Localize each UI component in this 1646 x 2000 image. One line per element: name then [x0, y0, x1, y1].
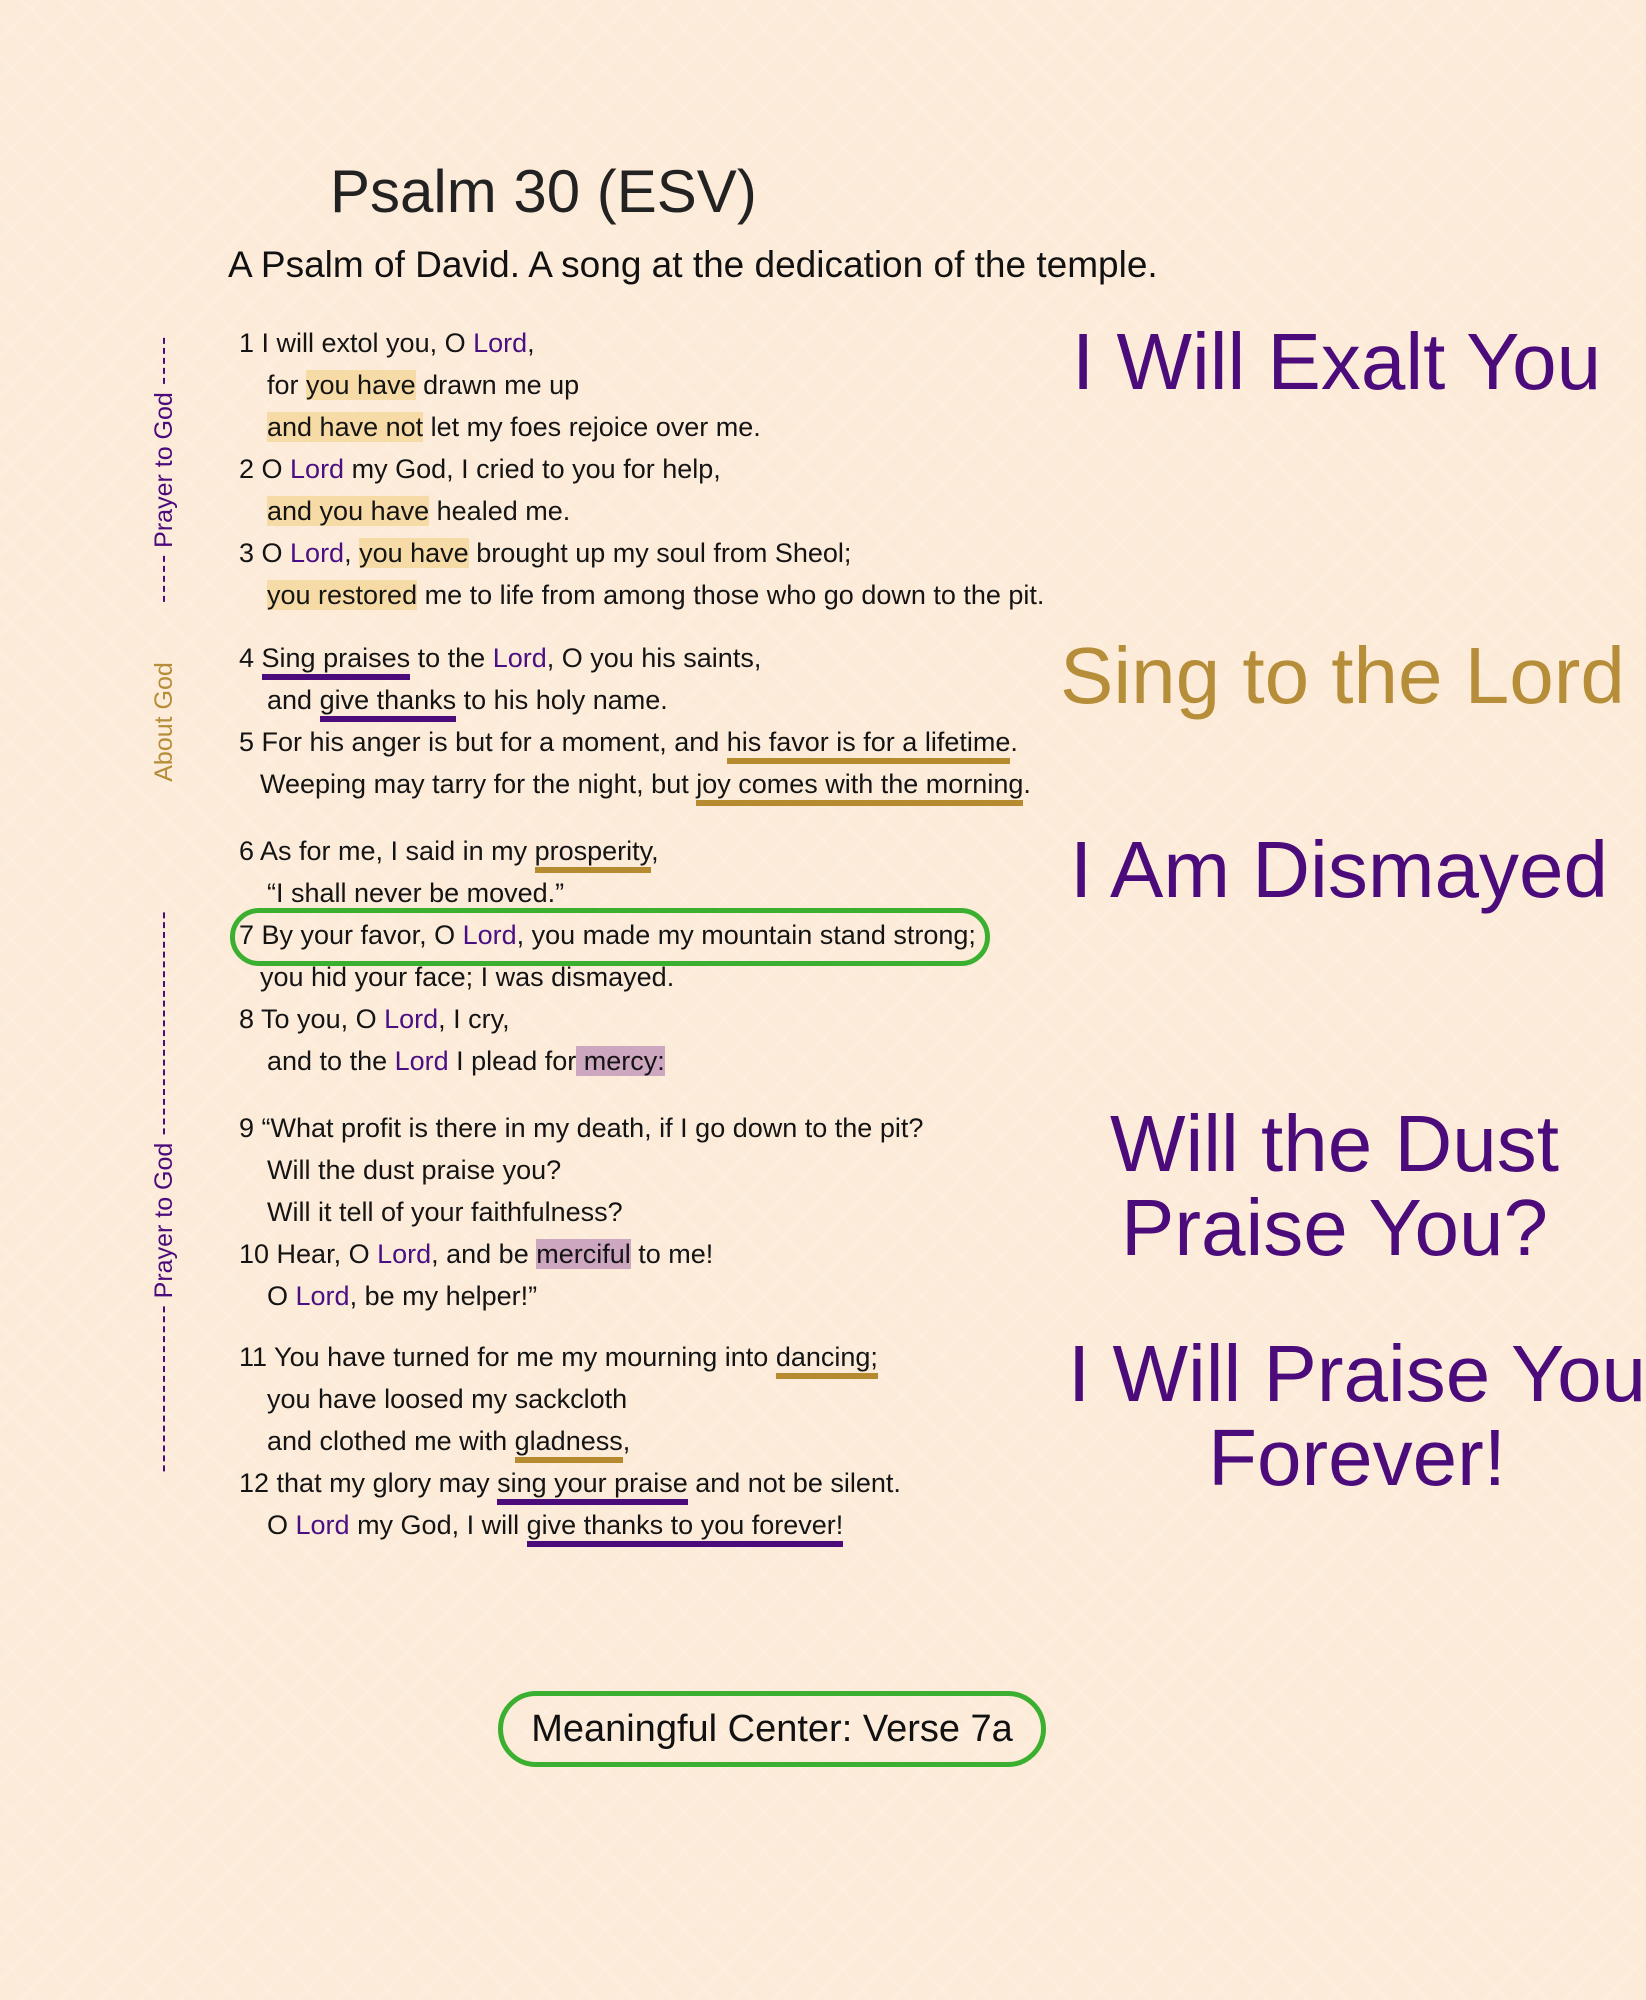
- heading-i-will-praise-you-forever: I Will Praise You Forever!: [1068, 1329, 1646, 1502]
- verse-line: O Lord, be my helper!”: [267, 1281, 538, 1311]
- verse-line: and have not let my foes rejoice over me.: [267, 412, 761, 442]
- margin-label-about-god: About God: [150, 662, 178, 782]
- heading-i-will-exalt-you: I Will Exalt You: [1072, 317, 1602, 406]
- verse-line: “I shall never be moved.”: [267, 878, 565, 908]
- verse-line: you have loosed my sackcloth: [267, 1384, 628, 1414]
- verse-line: 6 As for me, I said in my prosperity,: [239, 830, 659, 872]
- verse-line: Will it tell of your faithfulness?: [267, 1197, 623, 1227]
- verse-line: 10 Hear, O Lord, and be merciful to me!: [239, 1239, 714, 1269]
- verse-line: and give thanks to his holy name.: [267, 679, 668, 721]
- verse-line: and you have healed me.: [267, 496, 571, 526]
- verse-line: 8 To you, O Lord, I cry,: [239, 1004, 510, 1034]
- verse-line: 11 You have turned for me my mourning into dancing;: [239, 1336, 878, 1378]
- verse-line: and to the Lord I plead for mercy:: [267, 1046, 665, 1076]
- heading-will-the-dust: Will the Dust Praise You?: [1110, 1099, 1559, 1272]
- verse-line: Will the dust praise you?: [267, 1155, 562, 1185]
- margin-label-prayer-top: Prayer to God: [149, 338, 179, 602]
- verse-line-7a: 7 By your favor, O Lord, you made my mountain stand strong;: [239, 920, 976, 950]
- heading-i-am-dismayed: I Am Dismayed: [1070, 825, 1608, 914]
- verse-line: for you have drawn me up: [267, 370, 580, 400]
- page-title: Psalm 30 (ESV): [330, 158, 757, 225]
- heading-sing-to-the-lord: Sing to the Lord: [1060, 631, 1625, 720]
- verse-line: you restored me to life from among those who go down to the pit.: [267, 580, 1045, 610]
- verse-line: 1 I will extol you, O Lord,: [239, 328, 535, 358]
- verse-line: 4 Sing praises to the Lord, O you his saints,: [239, 637, 761, 679]
- verse-line: O Lord my God, I will give thanks to you forever!: [267, 1504, 843, 1546]
- verse-line: and clothed me with gladness,: [267, 1420, 630, 1462]
- verse-line: 5 For his anger is but for a moment, and his favor is for a lifetime.: [239, 721, 1018, 763]
- verse-line: 9 “What profit is there in my death, if I go down to the pit?: [239, 1113, 924, 1143]
- margin-label-prayer-bottom: Prayer to God: [149, 913, 179, 1472]
- verse-line: Weeping may tarry for the night, but joy comes with the morning.: [260, 763, 1031, 805]
- verse-line: you hid your face; I was dismayed.: [260, 962, 675, 992]
- verse-line: 3 O Lord, you have brought up my soul from Sheol;: [239, 538, 852, 568]
- meaningful-center-badge: Meaningful Center: Verse 7a: [498, 1691, 1046, 1767]
- verse-line: 2 O Lord my God, I cried to you for help,: [239, 454, 721, 484]
- verse-line: 12 that my glory may sing your praise and not be silent.: [239, 1462, 901, 1504]
- page-subtitle: A Psalm of David. A song at the dedication of the temple.: [228, 244, 1158, 285]
